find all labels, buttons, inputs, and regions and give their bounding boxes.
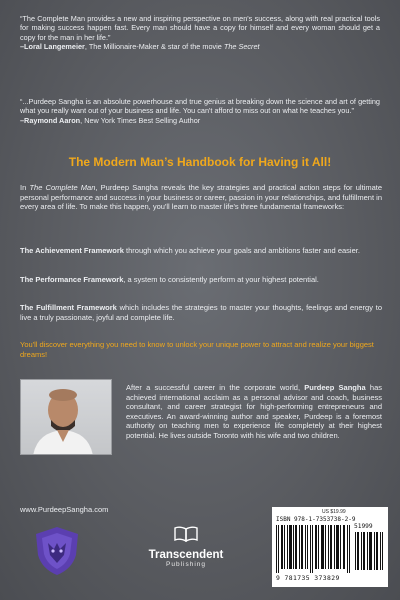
barcode-digits: 9 781735 373829 — [276, 574, 340, 582]
isbn-barcode — [272, 507, 388, 587]
framework-name: The Fulfillment Framework — [20, 303, 117, 312]
publisher-logo — [128, 526, 244, 578]
publisher-sub: Publishing — [166, 561, 206, 568]
website-link[interactable]: www.PurdeepSangha.com — [20, 505, 109, 514]
endorsement-attribution — [20, 42, 380, 51]
framework-desc: through which you achieve your goals and ambitions faster and easier. — [123, 246, 360, 255]
book-icon — [174, 526, 198, 542]
framework-desc: , a system to consistently perform at your highest potential. — [123, 275, 319, 284]
endorser-credit-italic: The Secret — [223, 42, 260, 52]
framework-desc: which includes the strategies to master your thoughts, feelings and energy to live a truly passionate, joyful and complete life. — [20, 303, 382, 322]
endorsement-loral — [20, 14, 380, 52]
endorsement-quote: “...Purdeep Sangha is an absolute powerhouse and true genius at breaking down the science and art of getting what you really want out of your business and life. You can't afford to miss out on what he teaches you.” — [20, 97, 380, 116]
bio-post: has achieved international acclaim as a personal advisor and coach, business consultant, and career strategist for high-performing entrepreneurs and executives. An award-winning author and speaker, Purdeep is a foremost authority on teaching men to experience life completely at their highest potential. He lives outside Toronto with his wife and two children. — [126, 383, 382, 440]
main-barcode-graphic — [276, 525, 350, 573]
endorsement-raymond — [20, 97, 380, 125]
framework-achievement — [20, 246, 382, 256]
framework-name: The Achievement Framework — [20, 246, 124, 255]
intro-paragraph — [20, 183, 382, 212]
framework-name: The Performance Framework — [20, 275, 124, 284]
framework-performance — [20, 275, 382, 285]
callout-text: You'll discover everything you need to know to unlock your unique power to attract and realize your biggest dreams! — [20, 340, 374, 359]
endorsement-quote: “The Complete Man provides a new and inspiring perspective on men's success, along with real practical tools for making success happen fast. Every man should have a copy for himself and every woman should get a copy for the man in her life.” — [20, 14, 380, 42]
intro-pre: In — [20, 183, 30, 192]
publisher-name: Transcendent — [148, 549, 224, 561]
endorser-name: –Loral Langemeier — [20, 42, 85, 52]
addon-barcode-graphic — [355, 532, 383, 570]
isbn-label: ISBN 978-1-7353738-2-9 — [276, 516, 356, 523]
author-name: Purdeep Sangha — [304, 383, 366, 392]
shield-logo-icon — [34, 525, 80, 577]
bio-pre: After a successful career in the corporate world, — [126, 383, 305, 392]
endorser-credit: , New York Times Best Selling Author — [80, 115, 201, 125]
intro-post: , Purdeep Sangha reveals the key strategies and practical action steps for ultimate personal performance and success in your business or career, passion in your relationships, and fulfillment in every area of life. To make this happen, you'll learn to master life's three fundamental frameworks: — [20, 183, 382, 212]
endorser-credit: , The Millionaire-Maker & star of the movie — [84, 42, 224, 52]
framework-fulfillment — [20, 303, 382, 322]
book-title: The Complete Man — [29, 183, 96, 192]
addon-digits: 51999 — [354, 523, 373, 530]
bio-photo-spacer — [20, 383, 126, 459]
price-label: US $19.99 — [322, 509, 346, 515]
endorsement-attribution — [20, 116, 380, 125]
endorser-name: –Raymond Aaron — [20, 115, 81, 125]
author-bio — [20, 383, 382, 459]
headline: The Modern Man’s Handbook for Having it All! — [68, 155, 332, 169]
